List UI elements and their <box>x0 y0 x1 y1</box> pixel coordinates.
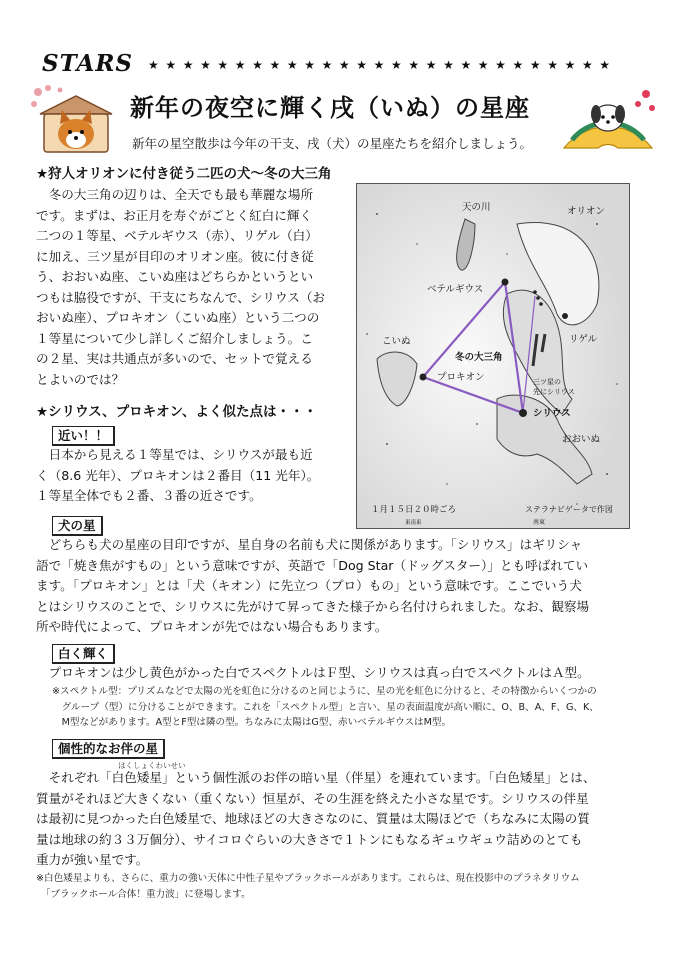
section-similar-heading: ★シリウス、プロキオン、よく似た点は・・・ <box>36 404 318 420</box>
star-divider: ★★★★★★★★★★★★★★★★★★★★★★★★★★★ <box>148 58 617 72</box>
label-betelgeuse: ベテルギウス <box>427 284 484 295</box>
text-line: 所や時代によって、プロキオンが先ではない場合もあります。 <box>36 619 388 634</box>
companion-label-box: 個性的なお伴の星 <box>52 739 165 759</box>
label-ooinu: おおいぬ <box>562 434 601 445</box>
intro-text: 新年の星空散歩は今年の干支、戌（犬）の星座たちを紹介しましょう。 <box>132 136 533 151</box>
companion-label <box>52 738 165 759</box>
fan-dog-illustration <box>558 84 658 156</box>
label-procyon: プロキオン <box>437 372 485 383</box>
text-line: う、おおいぬ座、こいぬ座はどちらかというとい <box>36 269 314 284</box>
spectral-note <box>52 684 652 731</box>
dog-label <box>52 515 103 536</box>
text-line: どちらも犬の星座の目印ですが、星自身の名前も犬に関係があります。「シリウス」はギリシャ <box>36 537 583 552</box>
near-body <box>36 445 356 507</box>
star-sirius <box>519 409 527 417</box>
note-line: ※白色矮星よりも、さらに、重力の強い天体に中性子星やブラックホールがあります。これらは、現在投影中のプラネタリウム <box>36 873 580 884</box>
label-sirius: シリウス <box>533 408 571 419</box>
star-betelgeuse <box>502 279 509 286</box>
section-orion-heading: ★狩人オリオンに付き従う二匹の犬～冬の大三角 <box>36 166 332 182</box>
text-line: 量は地球の約３３万個分）、サイコロぐらいの大きさで１トンにもなるギュウギュウ詰めのとても <box>36 831 583 847</box>
star-map <box>356 183 630 529</box>
text-line: く（8.6 光年）、プロキオンは２番目（11 光年）。 <box>36 467 320 483</box>
text-line: １等星全体でも２番、３番の近さです。 <box>36 488 262 503</box>
near-label <box>52 425 115 446</box>
white-dwarf-ruby: はくしょくわいせい <box>118 761 186 770</box>
text-line: つもは脇役ですが、干支にちなんで、シリウス（お <box>36 289 326 305</box>
dog-body <box>36 535 646 638</box>
text-line: おいぬ座）、プロキオン（こいぬ座）という二つの <box>36 310 320 325</box>
note-line: 「ブラックホール合体！重力波」に登場します。 <box>36 888 251 900</box>
text-line: に加え、三ツ星が目印のオリオン座。彼に付き従 <box>36 248 314 264</box>
belt-star <box>539 302 543 306</box>
text-line: 二つの１等星、ベテルギウス（赤）、リゲル（白） <box>36 228 318 243</box>
text-line: それぞれ「白色矮星」という個性派のお伴の暗い星（伴星）を連れています。「白色矮星」とは、 <box>36 770 596 785</box>
main-headline: 新年の夜空に輝く戌（いぬ）の星座 <box>130 94 530 122</box>
star-rigel <box>562 313 568 319</box>
star-procyon <box>420 374 427 381</box>
text-line: 重力が強い星です。 <box>36 852 149 867</box>
white-body: プロキオンは少し黄色がかった白でスペクトルはＦ型、シリウスは真っ白でスペクトルはＡ型。 <box>36 665 590 680</box>
text-line: 冬の大三角の辺りは、全天でも最も華麗な場所 <box>36 187 314 202</box>
label-date: １月１５日２０時ごろ <box>371 505 457 515</box>
text-line: は最初に見つかった白色矮星で、地球ほどの大きさなのに、質量は太陽ほどで（ちなみに太陽の質 <box>36 811 590 826</box>
text-line: １等星について少し詳しくご紹介しましょう。こ <box>36 330 313 346</box>
text-line: 質量がそれほど大きくない（重くない）恒星が、その生涯を終えた小さな星です。シリウスの伴星 <box>36 790 589 806</box>
ema-dog-illustration <box>30 84 130 156</box>
belt-star <box>533 290 537 294</box>
text-line: とはシリウスのことで、シリウスに先がけて昇ってきた様子から名付けられました。なお、観察場 <box>36 598 590 614</box>
text-line: とよいのでは？ <box>36 371 125 387</box>
label-rigel: リゲル <box>569 334 598 345</box>
brand-title: STARS <box>42 50 134 77</box>
label-winter-triangle: 冬の大三角 <box>455 352 503 363</box>
text-line: 語で「焼き焦がすもの」という意味ですが、英語で「Dog Star（ドッグスター）」とも呼ばれてい <box>36 557 589 573</box>
companion-body <box>36 768 656 871</box>
note-line: M型などがあります。A型とF型は隣の型。ちなみに太陽はG型、赤いベテルギウスはM型。 <box>52 717 452 728</box>
dog-label-box: 犬の星 <box>52 516 103 536</box>
white-label <box>52 643 115 664</box>
text-line: ます。「プロキオン」とは「犬（キオン）に先立つ（プロ）もの」という意味です。ここでいう犬 <box>36 578 582 593</box>
label-belt-2: 先にシリウス <box>533 388 575 396</box>
white-label-box: 白く輝く <box>52 644 115 664</box>
near-label-box: 近い！！ <box>52 426 115 446</box>
note-line: グループ（型）に分けることができます。これを「スペクトル型」と言い、星の表面温度が高い順に、O、B、A、F、G、K、 <box>52 701 599 713</box>
black-hole-note <box>36 871 656 902</box>
label-koinu: こいぬ <box>382 336 411 347</box>
label-direction-east: 東南東 <box>405 520 422 526</box>
label-direction-south: 南東 <box>533 519 546 526</box>
text-line: の２星、実は共通点が多いので、セットで覚える <box>36 351 313 366</box>
text-line: です。まずは、お正月を寿ぐがごとく紅白に輝く <box>36 207 313 223</box>
note-line: ※スペクトル型：プリズムなどで太陽の光を虹色に分けるのと同じように、星の光を虹色に分けると、その特徴からいくつかの <box>52 686 597 697</box>
label-milky-way: 天の川 <box>462 202 491 213</box>
label-credit: ステラナビゲータで作図 <box>525 505 613 514</box>
label-belt: 三ツ星の <box>533 378 561 386</box>
section-orion-body <box>36 185 356 390</box>
label-orion: オリオン <box>567 206 605 217</box>
belt-star <box>536 296 540 300</box>
text-line: 日本から見える１等星では、シリウスが最も近 <box>36 447 313 462</box>
